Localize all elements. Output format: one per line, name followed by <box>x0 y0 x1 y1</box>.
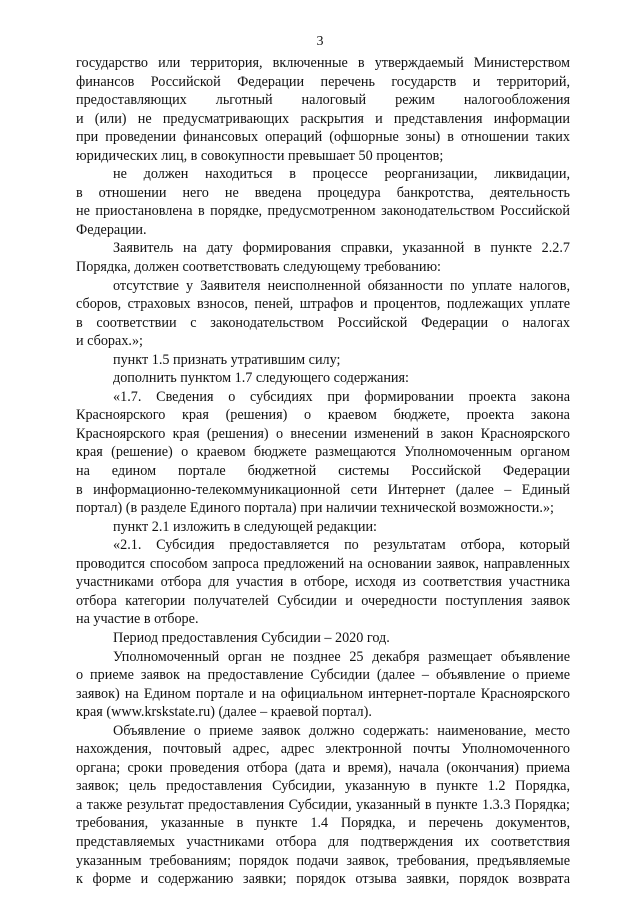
text-line: Федерации. <box>76 221 147 238</box>
text-line: заявок) на Едином портале и на официальном интернет-портале Красноярского <box>76 685 570 702</box>
text-line: и сборах.»; <box>76 333 143 350</box>
text-line: представляемых участниками отбора для подтверждения их соответствия <box>76 833 570 850</box>
text-line: требования, указанные в пункте 1.4 Порядка, и перечень документов, <box>76 815 570 832</box>
text-line: при проведении финансовых операций (офшорные зоны) в отношении таких <box>76 129 570 146</box>
text-line: на участие в отборе. <box>76 611 199 628</box>
text-line: Период предоставления Субсидии – 2020 год. <box>113 629 390 646</box>
text-line: юридических лиц, в совокупности превышает 50 процентов; <box>76 147 444 164</box>
text-line: а также результат предоставления Субсидии, указанный в пункте 1.3.3 Порядка; <box>76 796 570 813</box>
text-line: указанным требованиям; порядок подачи заявок, требования, предъявляемые <box>76 852 570 869</box>
text-line: края (решение) о краевом бюджете размещаются Уполномоченным органом <box>76 444 570 461</box>
text-line: сборов, страховых взносов, пеней, штрафов и процентов, подлежащих уплате <box>76 296 570 313</box>
text-line: Красноярского края (решения) о краевом бюджете, проекта закона <box>76 407 570 424</box>
text-line: заявок; цель предоставления Субсидии, указанную в пункте 1.2 Порядка, <box>76 778 570 795</box>
text-line: проводится способом запроса предложений на основании заявок, направленных <box>76 555 570 572</box>
text-line: Красноярского края (решения) о внесении изменений в закон Красноярского <box>76 425 570 442</box>
text-line: Порядка, должен соответствовать следующему требованию: <box>76 259 441 276</box>
text-line: в отношении него не введена процедура банкротства, деятельность <box>76 184 570 201</box>
text-line: края (www.krskstate.ru) (далее – краевой портал). <box>76 704 372 721</box>
text-line: в соответствии с законодательством Российской Федерации о налогах <box>76 314 570 331</box>
text-line: и (или) не предусматривающих раскрытия и представления информации <box>76 110 570 127</box>
text-line: не приостановлена в порядке, предусмотренном законодательством Российской <box>76 203 570 220</box>
text-line: органа; сроки проведения отбора (дата и время), начала (окончания) приема <box>76 759 570 776</box>
text-line: дополнить пунктом 1.7 следующего содержания: <box>113 370 409 387</box>
text-line: Объявление о приеме заявок должно содержать: наименование, место <box>113 722 570 739</box>
text-line: пункт 1.5 признать утратившим силу; <box>113 351 341 368</box>
text-line: пункт 2.1 изложить в следующей редакции: <box>113 518 377 535</box>
text-line: портал) (в разделе Единого портала) при наличии технической возможности.»; <box>76 500 554 517</box>
text-line: отсутствие у Заявителя неисполненной обязанности по уплате налогов, <box>113 277 570 294</box>
text-line: не должен находиться в процессе реорганизации, ликвидации, <box>113 166 570 183</box>
text-line: государство или территория, включенные в утверждаемый Министерством <box>76 55 570 71</box>
text-line: на едином портале бюджетной системы Российской Федерации <box>76 463 570 480</box>
text-line: «2.1. Субсидия предоставляется по результатам отбора, который <box>113 537 570 554</box>
text-line: участниками отбора для участия в отборе, исходя из соответствия участника <box>76 574 570 591</box>
text-line: Уполномоченный орган не позднее 25 декабря размещает объявление <box>113 648 570 665</box>
text-line: Заявитель на дату формирования справки, указанной в пункте 2.2.7 <box>113 240 570 257</box>
text-line: нахождения, почтовый адрес, адрес электронной почты Уполномоченного <box>76 741 570 758</box>
text-line: финансов Российской Федерации перечень государств и территорий, <box>76 73 570 90</box>
text-line: в информационно-телекоммуникационной сети Интернет (далее – Единый <box>76 481 570 498</box>
text-line: о приеме заявок на предоставление Субсидии (далее – объявление о приеме <box>76 667 570 684</box>
text-line: отбора категории получателей Субсидии и очередности поступления заявок <box>76 592 570 609</box>
text-line: к форме и содержанию заявки; порядок отзыва заявки, порядок возврата <box>76 871 570 888</box>
document-body <box>76 54 570 889</box>
page-number: 3 <box>316 34 324 49</box>
text-line: «1.7. Сведения о субсидиях при формировании проекта закона <box>113 388 570 405</box>
text-line: предоставляющих льготный налоговый режим налогообложения <box>76 92 570 109</box>
